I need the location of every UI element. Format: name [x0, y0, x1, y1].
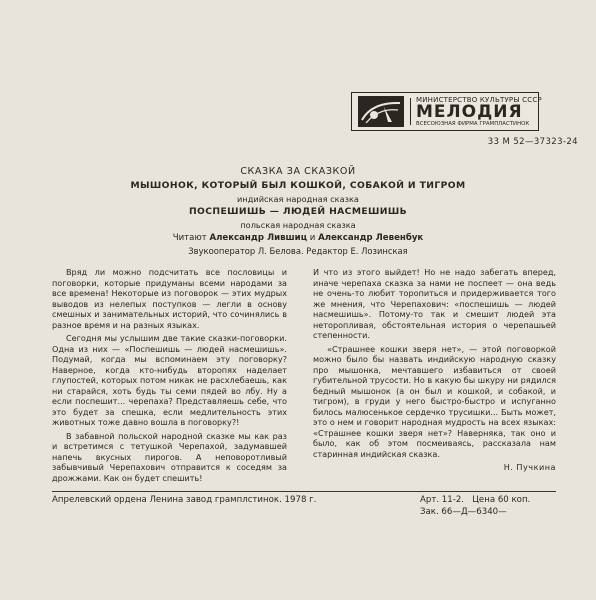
article-number: Арт. 11-2.: [420, 495, 465, 505]
readers-line: [0, 233, 596, 243]
logo-separator: [410, 98, 411, 125]
melodiya-logo-icon: [358, 96, 404, 127]
tale-title-1: МЫШОНОК, КОТОРЫЙ БЫЛ КОШКОЙ, СОБАКОЙ И ТИГРОМ: [130, 180, 466, 191]
crew-credits: Звукооператор Л. Белова. Редактор Е. Лозинская: [188, 246, 408, 256]
text-column-left: [52, 267, 287, 483]
paragraph: Вряд ли можно подсчитать все пословицы и поговорки, которые придуманы всеми народами за все времена! Некоторые из поговорок — этих мудрых выводов из нелепых поступков — легли в основу смешных и занимательных историй, что сочинялись в разное время и на разных языках.: [52, 267, 287, 330]
tale-title-2: ПОСПЕШИШЬ — ЛЮДЕЙ НАСМЕШИШЬ: [188, 206, 408, 217]
ministry-text: МИНИСТЕРСТВО КУЛЬТУРЫ СССР: [416, 96, 542, 104]
readers-prefix: Читают: [172, 233, 210, 243]
brand-name: МЕЛОДИЯ: [416, 102, 523, 122]
paragraph: Сегодня мы услышим две такие сказки-поговорки. Одна из них — «Поспешишь — людей насмешишь». Подумай, когда мы вспоминаем эту поговорку? Наверное, когда кто-нибудь второпях наделает глупостей, которых потом никак не расхлебаешь, как ни старайся, хоть будь ты семи пядей во лбу. Ну а если поспешит... черепаха? Представляешь себе, что это будет за спешка, если медлительность этих животных тоже давно вошла в поговорку?!: [52, 333, 287, 427]
paragraph: И что из этого выйдет! Но не надо забегать вперед, иначе черепаха сказка за нами не поспеет — она ведь не очень-то любит торопиться и придерживается того же мнения, что Черепахович: «поспешишь — людей насмешишь». Потому-то так и смешит людей эта неторопливая, обстоятельная история о черепашьей степенности.: [313, 267, 556, 340]
plant-info: Апрелевский ордена Ленина завод грамплстинок. 1978 г.: [52, 495, 317, 505]
author-signature: Н. Пучкина: [503, 462, 556, 472]
footer-divider: [52, 491, 556, 492]
price: Цена 60 коп.: [472, 495, 531, 505]
catalog-number: 33 М 52—37323-24: [487, 137, 578, 147]
text-column-right: [313, 267, 556, 473]
melodiya-label: [351, 92, 542, 131]
readers-and: и: [307, 233, 319, 243]
article-price: [420, 495, 530, 505]
order-number: Зак. 66—Д—6340—: [420, 507, 507, 517]
reader-2: Александр Левенбук: [318, 233, 424, 243]
reader-1: Александр Лившиц: [209, 233, 308, 243]
series-title: СКАЗКА ЗА СКАЗКОЙ: [240, 166, 356, 177]
paragraph: В забавной польской народной сказке мы как раз и встретимся с тетушкой Черепахой, задумавшей напечь вкусных пирогов. А неповоротливый забывчивый Черепахович отправится к соседям за дрожжами. Как он будет спешить!: [52, 430, 287, 483]
tale-subtitle-1: индийская народная сказка: [237, 194, 359, 204]
tale-subtitle-2: польская народная сказка: [240, 220, 356, 230]
paragraph: «Страшнее кошки зверя нет», — этой поговоркой можно было бы назвать индийскую народную сказку про мышонка, мечтавшего избавиться от своей губительной трусости. Но в какую бы шкуру ни рядился бедный мышонок (а он был и кошкой, и собакой, и тигром), в груди у него быстро-быстро и испуганно билось малюсенькое сердечко трусишки... Быть может, это о нем и говорит народная мудрость на всех языках: «Страшнее кошки зверя нет»? Наверняка, так оно и было, как об этом посмеиваясь, рассказала нам старинная индийская сказка.: [313, 343, 556, 459]
company-text: ВСЕСОЮЗНАЯ ФИРМА ГРАМПЛАСТИНОК: [416, 121, 530, 127]
